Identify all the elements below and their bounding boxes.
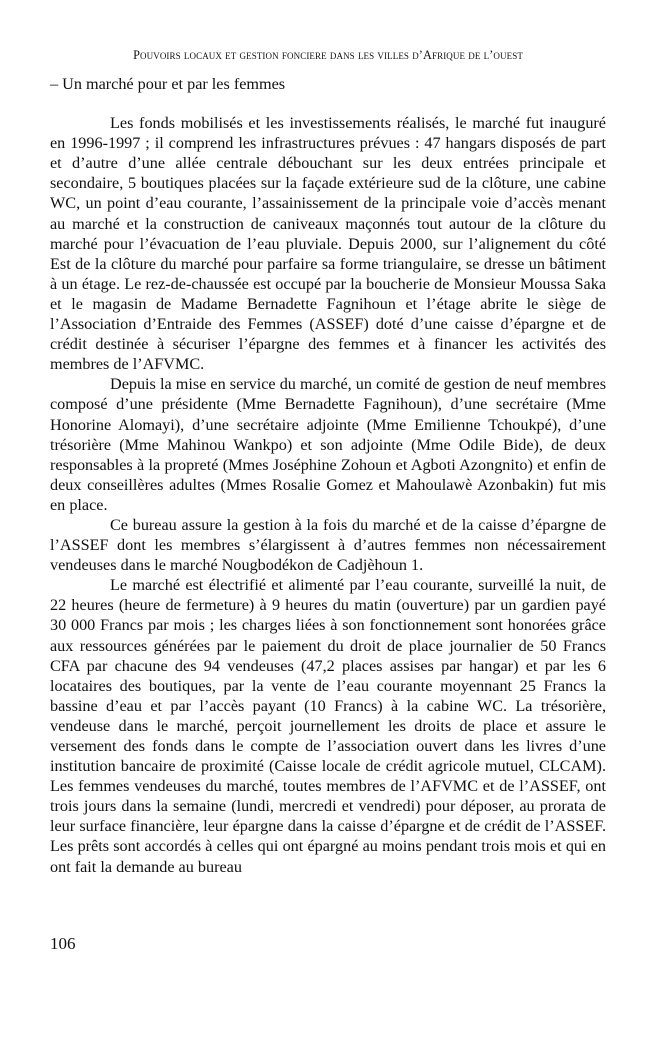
paragraph-management-committee: Depuis la mise en service du marché, un comité de gestion de neuf membres composé d’une présidente (Mme Bernadette Fagnihoun), d’une secrétaire (Mme Honorine Alomayi), d’une secrétaire adjointe (Mme Emilienne Tchoukpé), d’une trésorière (Mme Mahinou Wankpo) et son adjointe (Mme Odile Bide), de deux responsables à la propreté (Mmes Joséphine Zohoun et Agboti Azongnito) et enfin de deux conseillères adultes (Mmes Rosalie Gomez et Mahoulawè Azonbakin) fut mis en place. [50,375,606,514]
paragraph-market-inauguration: Les fonds mobilisés et les investissements réalisés, le marché fut inauguré en 1996-1997 ; il comprend les infrastructures prévues : 47 hangars disposés de part et d’autre d’une allée centrale débouchant sur les deux entrées principale et secondaire, 5 boutiques placées sur la façade extérieure sud de la clôture, une cabine WC, un point d’eau courante, l’assainissement de la principale voie d’accès menant au marché et la construction de caniveaux maçonnés tout autour de la clôture du marché pour l’évacuation de l’eau pluviale. Depuis 2000, sur l’alignement du côté Est de la clôture du marché pour parfaire sa forme triangulaire, se dresse un bâtiment à un étage. Le rez-de-chaussée est occupé par la boucherie de Monsieur Moussa Saka et le magasin de Madame Bernadette Fagnihoun et l’étage abrite le siège de l’Association d’Entraide des Femmes (ASSEF) doté d’une caisse d’épargne et de crédit destinée à sécuriser l’épargne des femmes et à financer les activités des membres de l’AFVMC. [50,114,606,374]
section-title: – Un marché pour et par les femmes [50,75,286,93]
page-number: 106 [50,934,76,953]
running-header: Pouvoirs locaux et gestion fonciere dans les villes d’Afrique de l’ouest [133,48,523,62]
paragraph-bureau-role: Ce bureau assure la gestion à la fois du marché et de la caisse d’épargne de l’ASSEF dont les membres s’élargissent à d’autres femmes non nécessairement vendeuses dans le marché Nougbodékon de Cadjèhoun 1. [50,515,606,575]
paragraph-market-operations: Le marché est électrifié et alimenté par l’eau courante, surveillé la nuit, de 22 heures (heure de fermeture) à 9 heures du matin (ouverture) par un gardien payé 30 000 Francs par mois ; les charges liées à son fonctionnement sont honorées grâce aux ressources générées par le paiement du droit de place journalier de 50 Francs CFA par chacune des 94 vendeuses (47,2 places assises par hangar) et par les 6 locataires des boutiques, par la vente de l’eau courante moyennant 25 Francs la bassine d’eau et par l’accès payant (10 Francs) à la cabine WC. La trésorière, vendeuse dans le marché, perçoit journellement les droits de place et assure le versement des fonds dans le compte de l’association ouvert dans les livres d’une institution bancaire de proximité (Caisse locale de crédit agricole mutuel, CLCAM). Les femmes vendeuses du marché, toutes membres de l’AFVMC et de l’ASSEF, ont trois jours dans la semaine (lundi, mercredi et vendredi) pour déposer, au prorata de leur surface financière, leur épargne dans la caisse d’épargne et de crédit de l’ASSEF. Les prêts sont accordés à celles qui ont épargné au moins pendant trois mois et qui en ont fait la demande au bureau [50,576,606,876]
body-text [50,74,606,877]
